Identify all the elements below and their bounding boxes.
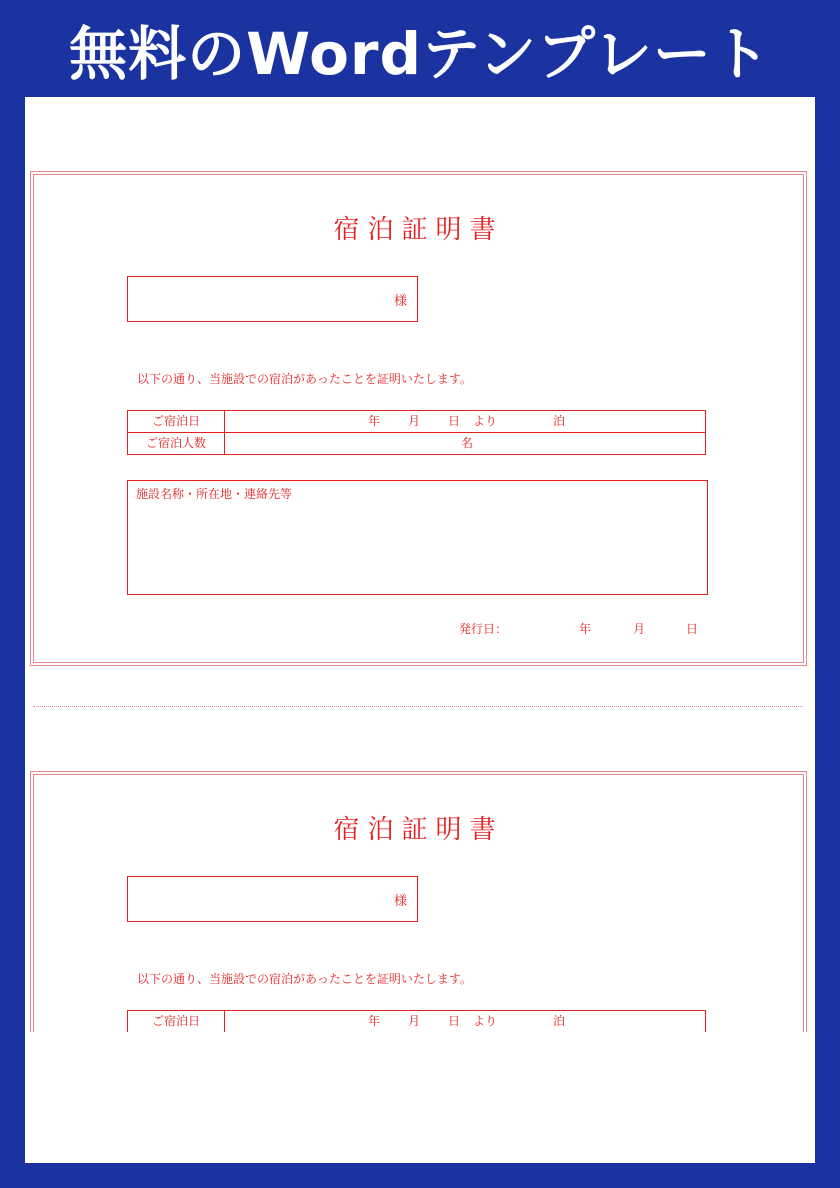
table-row [128,1011,706,1033]
nights-unit: 泊 [553,414,566,428]
certification-statement: 以下の通り、当施設での宿泊があったことを証明いたします。 [137,972,472,986]
stay-date-field[interactable] [225,411,706,433]
persons-unit: 名 [461,436,474,450]
banner-title: 無料のWordテンプレート [69,20,771,88]
honorific-label: 様 [393,294,407,309]
certificate-title: 宿泊証明書 [333,815,504,845]
issue-year-unit: 年 [579,622,592,636]
from-label: より [473,414,498,428]
nights-unit: 泊 [553,1014,566,1028]
issue-date-row [459,620,709,640]
document-page [25,97,815,1163]
issue-day-unit: 日 [686,622,699,636]
from-label: より [473,1014,498,1028]
stay-info-table [127,410,706,455]
facility-info-field[interactable] [127,480,708,595]
certification-statement: 以下の通り、当施設での宿泊があったことを証明いたします。 [137,372,472,386]
month-unit: 月 [408,414,421,428]
certificate-title: 宿泊証明書 [333,215,504,245]
addressee-field[interactable] [127,876,418,922]
table-row [128,433,706,455]
cut-line-divider [33,706,803,707]
month-unit: 月 [408,1014,421,1028]
day-unit: 日 [448,1014,461,1028]
stay-date-label: ご宿泊日 [128,411,225,433]
guests-field[interactable] [225,433,706,455]
addressee-field[interactable] [127,276,418,322]
stay-date-field[interactable] [225,1011,706,1033]
year-unit: 年 [368,414,381,428]
issue-date-label: 発行日： [459,622,508,636]
issue-month-unit: 月 [633,622,646,636]
day-unit: 日 [448,414,461,428]
certificate-form-1 [30,171,807,666]
year-unit: 年 [368,1014,381,1028]
honorific-label: 様 [393,894,407,909]
facility-label: 施設名称・所在地・連絡先等 [136,487,293,501]
page-bottom-mask [25,1032,815,1163]
guests-label: ご宿泊人数 [128,433,225,455]
stay-date-label: ご宿泊日 [128,1011,225,1033]
table-row [128,411,706,433]
